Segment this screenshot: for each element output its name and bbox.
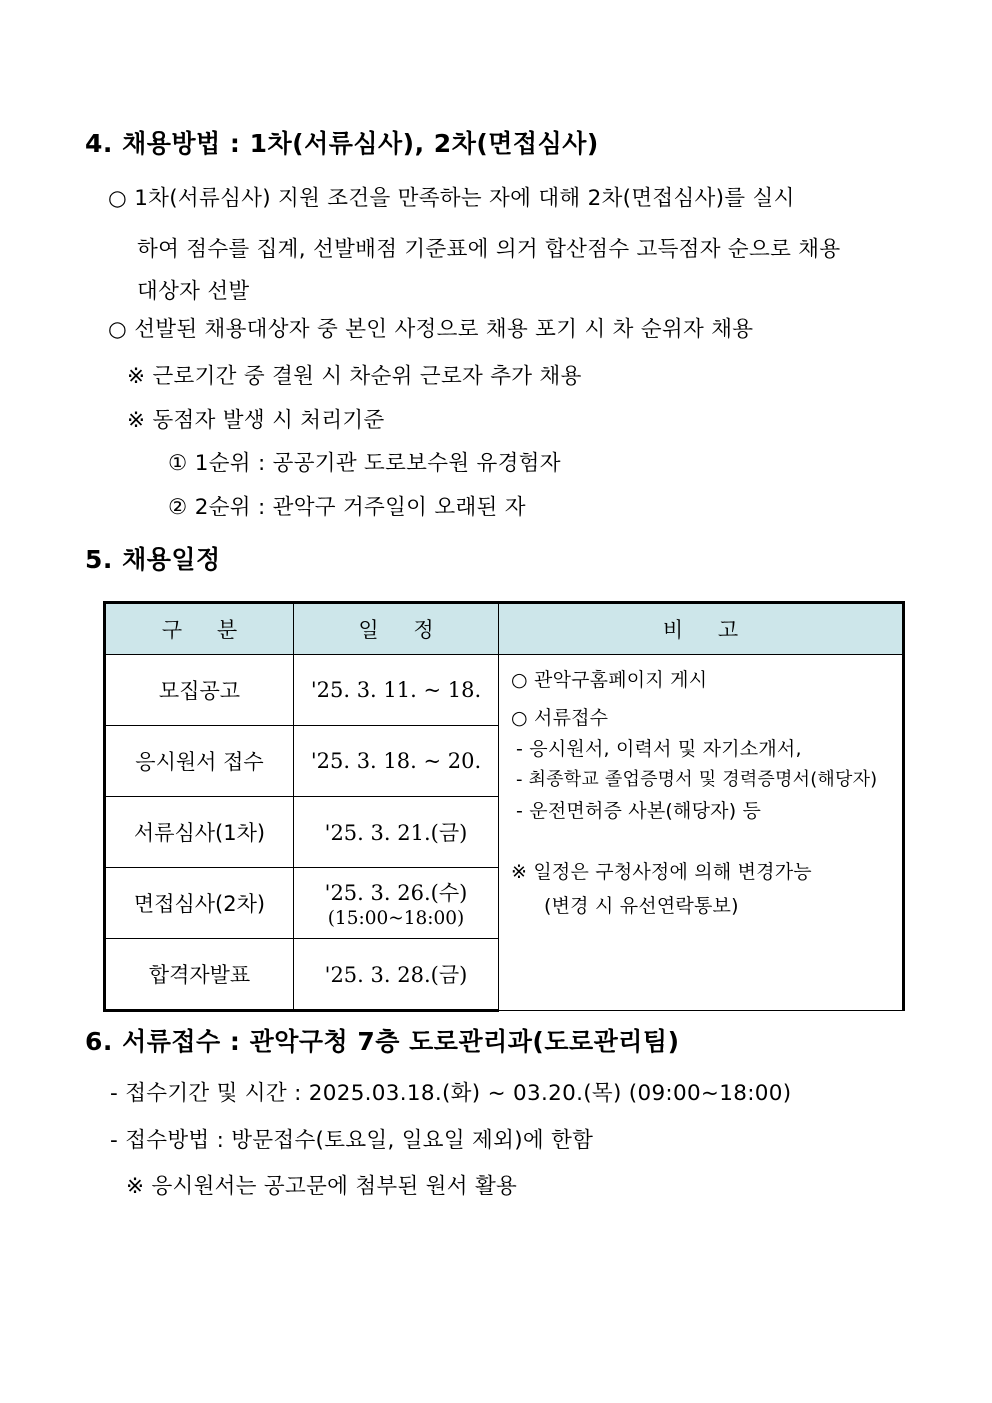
section-6-note-1: ※ 응시원서는 공고문에 첨부된 원서 활용 xyxy=(126,1174,518,1199)
cell-date-main: '25. 3. 18. ~ 20. xyxy=(310,749,482,773)
cell-category: 모집공고 xyxy=(105,655,294,726)
column-header-remarks: 비 고 xyxy=(499,603,904,655)
cell-date xyxy=(294,655,499,726)
section-4-note-1: ※ 근로기간 중 결원 시 차순위 근로자 추가 채용 xyxy=(127,364,582,389)
column-header-date: 일 정 xyxy=(294,603,499,655)
cell-category: 서류심사(1차) xyxy=(105,797,294,868)
section-4-heading: 4. 채용방법 : 1차(서류심사), 2차(면접심사) xyxy=(85,129,599,158)
cell-category: 응시원서 접수 xyxy=(105,726,294,797)
cell-date-main: '25. 3. 26.(수) xyxy=(324,881,468,905)
section-6-heading: 6. 서류접수 : 관악구청 7층 도로관리과(도로관리팀) xyxy=(85,1027,680,1056)
section-6-line-1: - 접수기간 및 시간 : 2025.03.18.(화) ~ 03.20.(목) (09:00~18:00) xyxy=(110,1081,792,1106)
cell-date xyxy=(294,797,499,868)
section-5-heading: 5. 채용일정 xyxy=(85,545,221,574)
section-6-line-2: - 접수방법 : 방문접수(토요일, 일요일 제외)에 한함 xyxy=(110,1128,594,1153)
table-row xyxy=(105,655,904,726)
section-4-line-3: 대상자 선발 xyxy=(137,279,250,304)
remark-line-3: - 응시원서, 이력서 및 자기소개서, xyxy=(516,738,802,760)
cell-date-main: '25. 3. 21.(금) xyxy=(324,821,468,845)
table-header-row xyxy=(105,603,904,655)
section-4-rank-2: ② 2순위 : 관악구 거주일이 오래된 자 xyxy=(168,495,526,520)
section-4-line-1: ○ 1차(서류심사) 지원 조건을 만족하는 자에 대해 2차(면접심사)를 실시 xyxy=(108,186,795,211)
cell-category: 합격자발표 xyxy=(105,939,294,1011)
cell-date-time: (15:00~18:00) xyxy=(327,908,465,929)
cell-date-main: '25. 3. 28.(금) xyxy=(324,963,468,987)
cell-date-main: '25. 3. 11. ~ 18. xyxy=(310,678,482,702)
remark-line-6: ※ 일정은 구청사정에 의해 변경가능 xyxy=(511,861,812,883)
section-4-rank-1: ① 1순위 : 공공기관 도로보수원 유경험자 xyxy=(168,451,561,476)
remark-line-7: (변경 시 유선연락통보) xyxy=(544,895,739,917)
remark-line-1: ○ 관악구홈페이지 게시 xyxy=(511,669,708,691)
remark-line-2: ○ 서류접수 xyxy=(511,707,609,729)
remark-line-5: - 운전면허증 사본(해당자) 등 xyxy=(516,800,762,822)
section-4-line-4: ○ 선발된 채용대상자 중 본인 사정으로 채용 포기 시 차 순위자 채용 xyxy=(108,317,754,342)
remarks-content xyxy=(499,655,902,993)
column-header-category: 구 분 xyxy=(105,603,294,655)
remark-line-4: - 최종학교 졸업증명서 및 경력증명서(해당자) xyxy=(516,769,878,790)
cell-category: 면접심사(2차) xyxy=(105,868,294,939)
cell-date xyxy=(294,868,499,939)
recruitment-schedule-table xyxy=(103,601,905,1012)
section-4-line-2: 하여 점수를 집계, 선발배점 기준표에 의거 합산점수 고득점자 순으로 채용 xyxy=(137,237,841,262)
cell-remarks xyxy=(499,655,904,1011)
section-4-note-2: ※ 동점자 발생 시 처리기준 xyxy=(127,408,385,433)
cell-date xyxy=(294,726,499,797)
cell-date xyxy=(294,939,499,1011)
